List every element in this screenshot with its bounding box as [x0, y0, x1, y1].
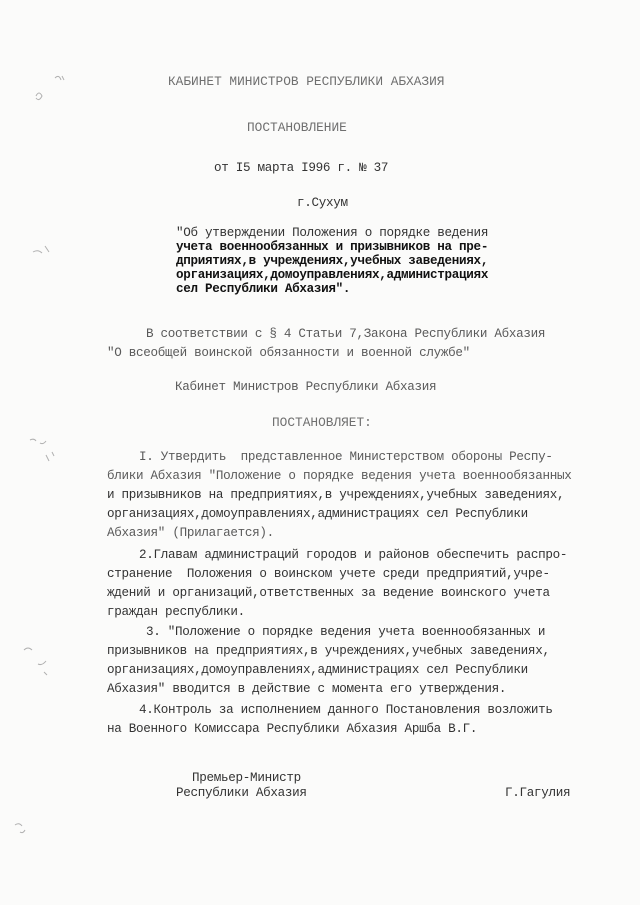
resolves-heading: ПОСТАНОВЛЯЕТ: [272, 415, 372, 430]
title-line: дприятиях,в учреждениях,учебных заведениях, [176, 254, 489, 268]
item-3-line: призывников на предприятиях,в учреждениях,учебных заведениях, [107, 644, 550, 658]
item-2-line: странение Положения о воинском учете среди предприятий,учре- [107, 567, 550, 581]
item-4-line: на Военного Комиссара Республики Абхазия Аршба В.Г. [107, 722, 478, 736]
document-city: г.Сухум [297, 196, 348, 210]
document-type: ПОСТАНОВЛЕНИЕ [247, 120, 347, 135]
cabinet-heading: КАБИНЕТ МИНИСТРОВ РЕСПУБЛИКИ АБХАЗИЯ [168, 74, 445, 89]
title-line: организациях,домоуправлениях,администрациях [176, 268, 489, 282]
document-date: от I5 марта I996 г. № 37 [214, 161, 389, 175]
preamble-line: "О всеобщей воинской обязанности и военной службе" [107, 346, 470, 360]
signature-position: Республики Абхазия [176, 786, 307, 800]
item-2-line: ждений и организаций,ответственных за ведение воинского учета [107, 586, 550, 600]
item-4-line: 4.Контроль за исполнением данного Постановления возложить [139, 703, 553, 717]
signature-position: Премьер-Министр [192, 771, 301, 785]
item-3-line: организациях,домоуправлениях,администрациях сел Республики [107, 663, 528, 677]
cabinet-line: Кабинет Министров Республики Абхазия [175, 380, 437, 394]
item-1-line: Абхазия" (Прилагается). [107, 526, 274, 540]
item-1-line: организациях,домоуправлениях,администрациях сел Республики [107, 507, 528, 521]
title-line: "Об утверждении Положения о порядке ведения [176, 226, 489, 240]
item-2-line: граждан республики. [107, 605, 245, 619]
item-3-line: 3. "Положение о порядке ведения учета военнообязанных и [146, 625, 546, 639]
item-1-line: блики Абхазия "Положение о порядке ведения учета военнообязанных [107, 469, 572, 483]
title-line: учета военнообязанных и призывников на пре- [176, 240, 489, 254]
item-1-line: I. Утвердить представленное Министерством обороны Респу- [139, 450, 553, 464]
preamble-line: В соответствии с § 4 Статьи 7,Закона Республики Абхазия [146, 327, 546, 341]
title-line: сел Республики Абхазия". [176, 282, 351, 296]
item-2-line: 2.Главам администраций городов и районов обеспечить распро- [139, 548, 568, 562]
item-1-line: и призывников на предприятиях,в учреждениях,учебных заведениях, [107, 488, 565, 502]
signature-name: Г.Гагулия [505, 786, 571, 800]
item-3-line: Абхазия" вводится в действие с момента его утверждения. [107, 682, 507, 696]
